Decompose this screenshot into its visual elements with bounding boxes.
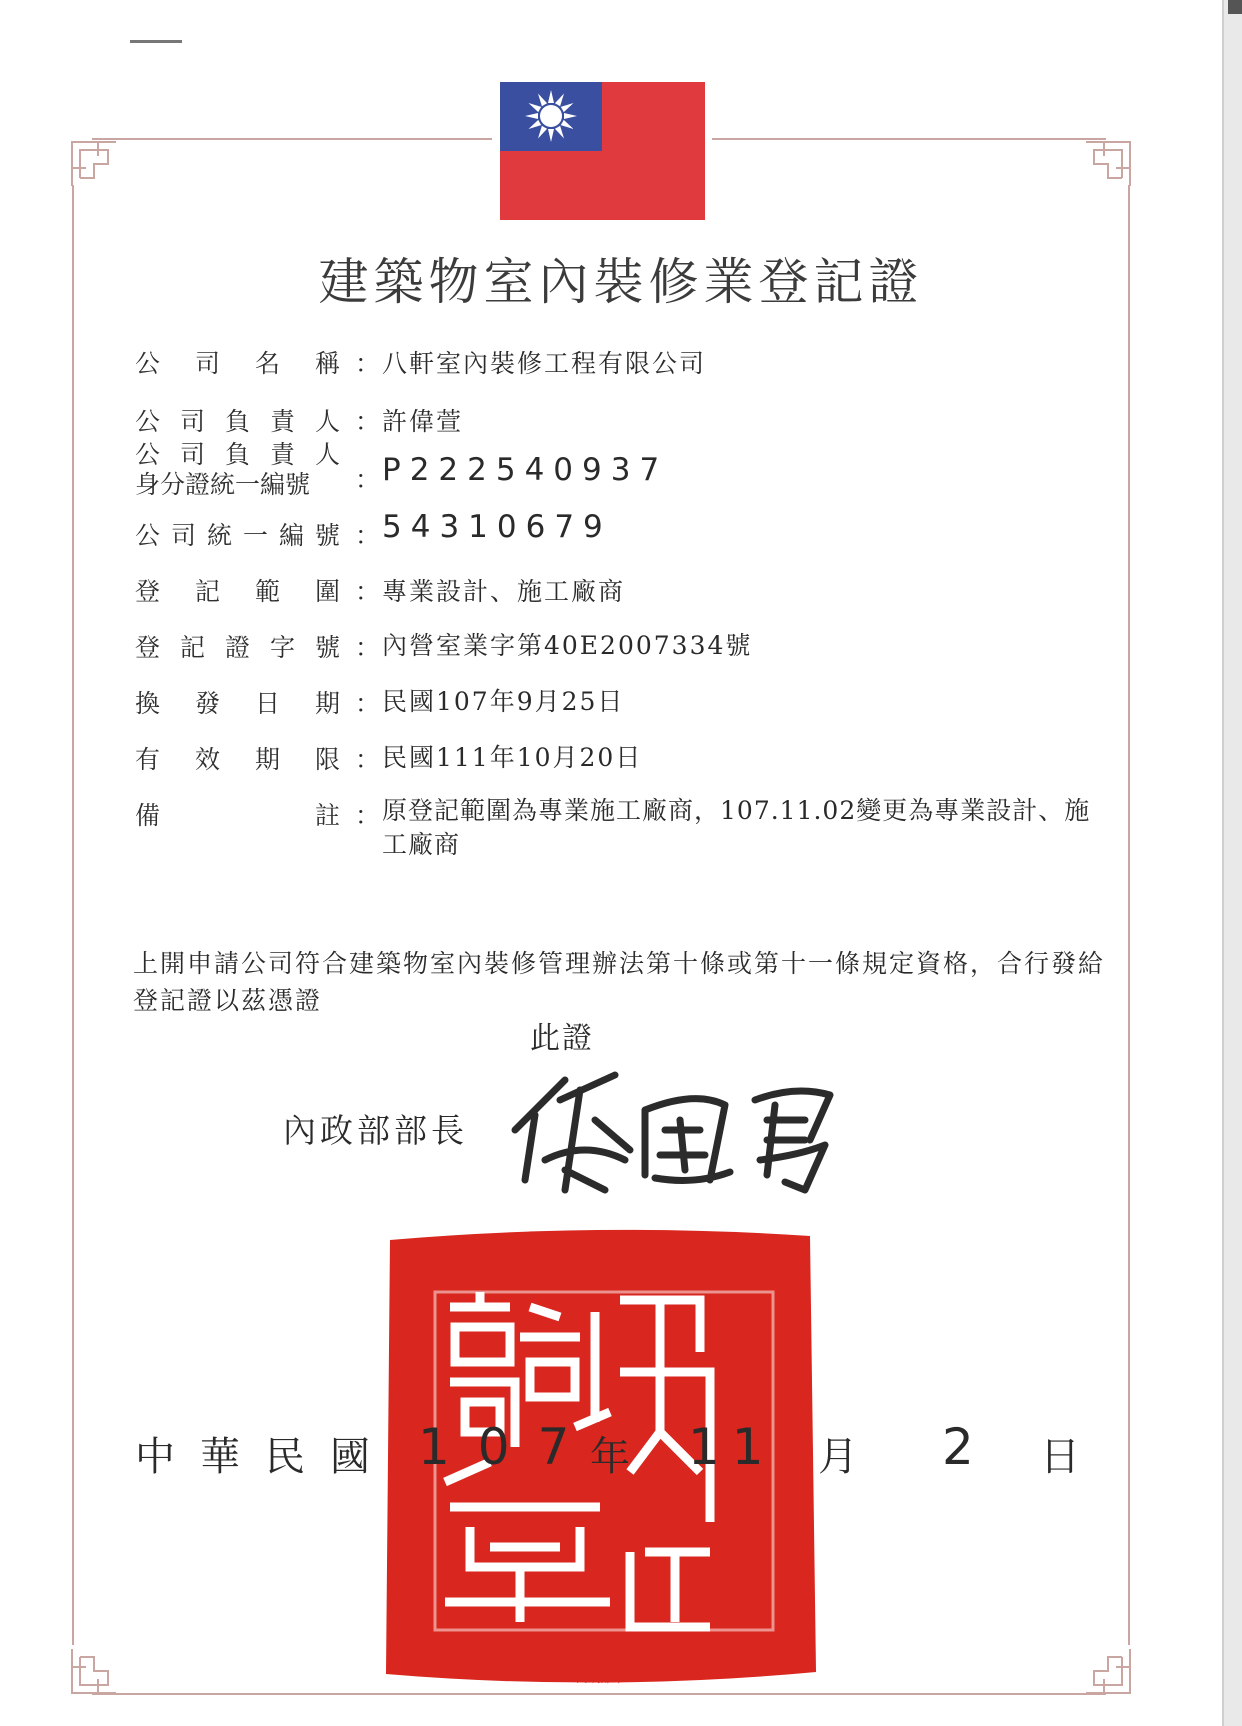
field-label-text: 公 司 名 稱 bbox=[135, 349, 340, 378]
field-label-tax-id bbox=[135, 516, 340, 552]
scan-mark bbox=[130, 40, 182, 43]
minister-signature-icon bbox=[505, 1060, 845, 1200]
date-year: 107 bbox=[418, 1418, 598, 1476]
date-month-unit: 月 bbox=[818, 1434, 858, 1480]
field-colon: ： bbox=[355, 577, 381, 606]
field-label-line2: 身分證統一編號 bbox=[135, 470, 311, 499]
border-corner-ornament bbox=[68, 138, 120, 190]
field-value-tax-id: 54310679 bbox=[382, 509, 612, 545]
field-colon: ： bbox=[355, 349, 381, 378]
national-flag-icon bbox=[500, 82, 705, 220]
field-label-expiry-date bbox=[135, 740, 340, 776]
field-colon: ： bbox=[355, 633, 381, 662]
border-corner-ornament bbox=[1082, 1645, 1134, 1697]
field-value-owner: 許偉萱 bbox=[382, 407, 464, 436]
certification-mark: 此證 bbox=[530, 1021, 594, 1056]
date-day: 2 bbox=[942, 1418, 974, 1476]
field-label-scope bbox=[135, 572, 340, 608]
field-label-remarks bbox=[135, 796, 340, 832]
field-label-text: 換 發 日 期 bbox=[135, 689, 340, 718]
border-corner-ornament bbox=[1082, 138, 1134, 190]
field-colon: ： bbox=[355, 801, 381, 830]
field-value-owner-id: P222540937 bbox=[382, 452, 669, 488]
field-value-cert-number: 內營室業字第40E2007334號 bbox=[382, 631, 753, 660]
field-label-cert-number bbox=[135, 628, 340, 664]
field-label-text: 公 司 負 責 人 bbox=[135, 407, 340, 436]
border-corner-ornament bbox=[68, 1645, 120, 1697]
date-day-unit: 日 bbox=[1040, 1434, 1080, 1480]
field-label-text: 登 記 證 字 號 bbox=[135, 633, 340, 662]
field-value-company-name: 八軒室內裝修工程有限公司 bbox=[382, 349, 707, 378]
date-year-unit: 年 bbox=[590, 1434, 630, 1480]
certification-statement: 上開申請公司符合建築物室內裝修管理辦法第十條或第十一條規定資格，合行發給登記證以茲憑證 bbox=[133, 949, 1106, 1015]
field-label-text: 公 司 統 一 編 號 bbox=[135, 521, 340, 550]
field-label-renewal-date bbox=[135, 684, 340, 720]
date-era: 中華民國 bbox=[135, 1434, 395, 1480]
field-colon: ： bbox=[355, 407, 381, 436]
field-label-text: 備 註 bbox=[135, 801, 340, 830]
field-value-expiry-date: 民國111年10月20日 bbox=[382, 743, 643, 772]
field-value-remarks: 原登記範圍為專業施工廠商，107.11.02變更為專業設計、施工廠商 bbox=[382, 796, 1091, 859]
page-edge-corner bbox=[1228, 0, 1242, 14]
minister-title: 內政部部長 bbox=[283, 1111, 468, 1150]
date-month: 11 bbox=[688, 1418, 776, 1476]
field-colon: ： bbox=[355, 745, 381, 774]
field-colon: ： bbox=[355, 689, 381, 718]
field-label-text: 登 記 範 圍 bbox=[135, 577, 340, 606]
certificate-title: 建築物室內裝修業登記證 bbox=[318, 253, 924, 311]
field-label-text: 有 效 期 限 bbox=[135, 745, 340, 774]
field-value-scope: 專業設計、施工廠商 bbox=[382, 577, 626, 606]
field-value-renewal-date: 民國107年9月25日 bbox=[382, 687, 625, 716]
field-label-line1: 公 司 負 責 人 bbox=[135, 440, 340, 469]
field-label-owner-id bbox=[135, 440, 340, 500]
field-colon: ： bbox=[355, 521, 381, 550]
seal-text: 內政部印 bbox=[575, 1671, 625, 1685]
field-label-owner bbox=[135, 402, 340, 438]
field-label-company-name bbox=[135, 344, 340, 380]
field-colon: ： bbox=[355, 465, 381, 494]
